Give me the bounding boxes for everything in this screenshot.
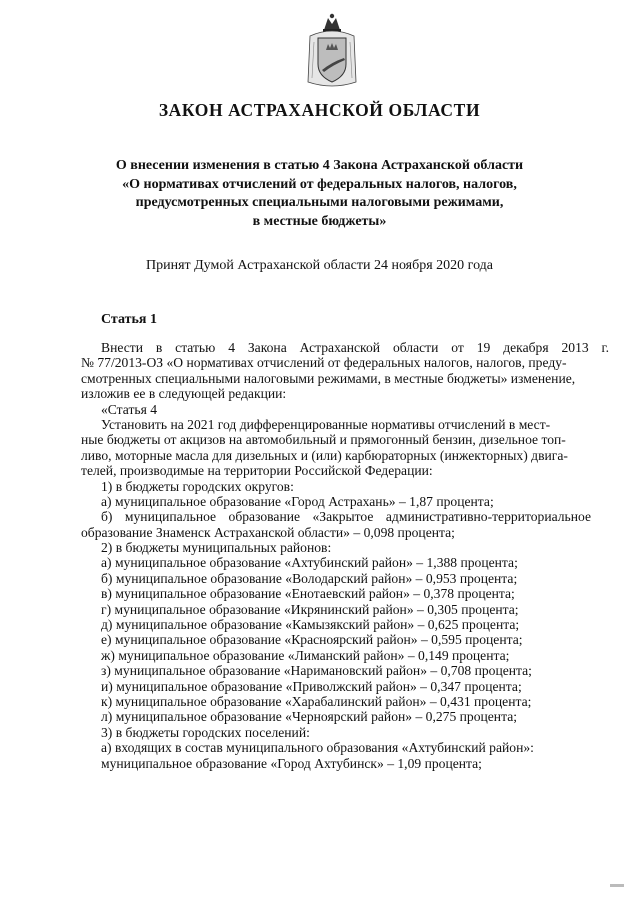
subtitle-line: предусмотренных специальными налоговыми режимами, bbox=[135, 195, 504, 210]
district-item: а) муниципальное образование «Ахтубинский район» – 1,388 процента; bbox=[101, 555, 518, 571]
list-item-justified: б) муниципальное образование «Закрытое административно-территориальное bbox=[101, 509, 591, 525]
scan-artifact bbox=[610, 884, 624, 887]
list-item: а) входящих в состав муниципального образования «Ахтубинский район»: bbox=[101, 740, 534, 756]
subtitle-line: «О нормативах отчислений от федеральных налогов, налогов, bbox=[122, 176, 517, 192]
list-item: 3) в бюджеты городских поселений: bbox=[101, 724, 310, 740]
paragraph-line: № 77/2013-ОЗ «О нормативах отчислений от федеральных налогов, налогов, преду- bbox=[81, 355, 567, 371]
coat-of-arms-icon bbox=[302, 12, 362, 92]
paragraph-line: смотренных специальными налоговыми режимами, в местные бюджеты» изменение, bbox=[81, 370, 576, 386]
list-item: 2) в бюджеты муниципальных районов: bbox=[101, 540, 332, 556]
district-item: л) муниципальное образование «Черноярский район» – 0,275 процента; bbox=[101, 709, 518, 725]
article-body bbox=[101, 340, 609, 355]
list-item: а) муниципальное образование «Город Астрахань» – 1,87 процента; bbox=[101, 493, 494, 509]
adoption-statement: Принят Думой Астраханской области 24 ноября 2020 года bbox=[145, 258, 494, 273]
paragraph-line: ливо, моторные масла для дизельных и (или) карбюраторных (инжекторных) двига- bbox=[81, 447, 568, 463]
law-subtitle bbox=[60, 157, 579, 231]
article-body-cont bbox=[81, 355, 591, 771]
subtitle-line: в местные бюджеты» bbox=[252, 213, 387, 229]
law-title: ЗАКОН АСТРАХАНСКОЙ ОБЛАСТИ bbox=[158, 100, 481, 120]
list-item: 1) в бюджеты городских округов: bbox=[101, 478, 294, 494]
subtitle-line: О внесении изменения в статью 4 Закона Астраханской области bbox=[115, 158, 524, 173]
district-item: г) муниципальное образование «Икрянинский район» – 0,305 процента; bbox=[101, 601, 519, 617]
paragraph-line: Установить на 2021 год дифференцированные нормативы отчислений в мест- bbox=[101, 416, 551, 432]
district-item: д) муниципальное образование «Камызякский район» – 0,625 процента; bbox=[101, 617, 520, 633]
paragraph-line: телей, производимые на территории Российской Федерации: bbox=[81, 463, 433, 479]
quote-start: «Статья 4 bbox=[101, 401, 158, 417]
paragraph-line: изложив ее в следующей редакции: bbox=[81, 386, 287, 402]
paragraph-line-justified: Внести в статью 4 Закона Астраханской области от 19 декабря 2013 г. bbox=[101, 340, 609, 355]
district-item: и) муниципальное образование «Приволжский район» – 0,347 процента; bbox=[101, 678, 522, 694]
paragraph-line: ные бюджеты от акцизов на автомобильный и прямогонный бензин, дизельное топ- bbox=[81, 432, 566, 448]
district-item: з) муниципальное образование «Наримановский район» – 0,708 процента; bbox=[101, 663, 532, 679]
district-item: е) муниципальное образование «Красноярский район» – 0,595 процента; bbox=[101, 632, 523, 648]
list-item: муниципальное образование «Город Ахтубинск» – 1,09 процента; bbox=[101, 755, 482, 771]
district-item: б) муниципальное образование «Володарский район» – 0,953 процента; bbox=[101, 570, 518, 586]
article-heading: Статья 1 bbox=[101, 312, 157, 327]
district-item: ж) муниципальное образование «Лиманский район» – 0,149 процента; bbox=[101, 647, 510, 663]
district-item: к) муниципальное образование «Харабалинский район» – 0,431 процента; bbox=[101, 693, 532, 709]
district-item: в) муниципальное образование «Енотаевский район» – 0,378 процента; bbox=[101, 586, 515, 602]
list-item: образование Знаменск Астраханской области» – 0,098 процента; bbox=[81, 524, 455, 540]
